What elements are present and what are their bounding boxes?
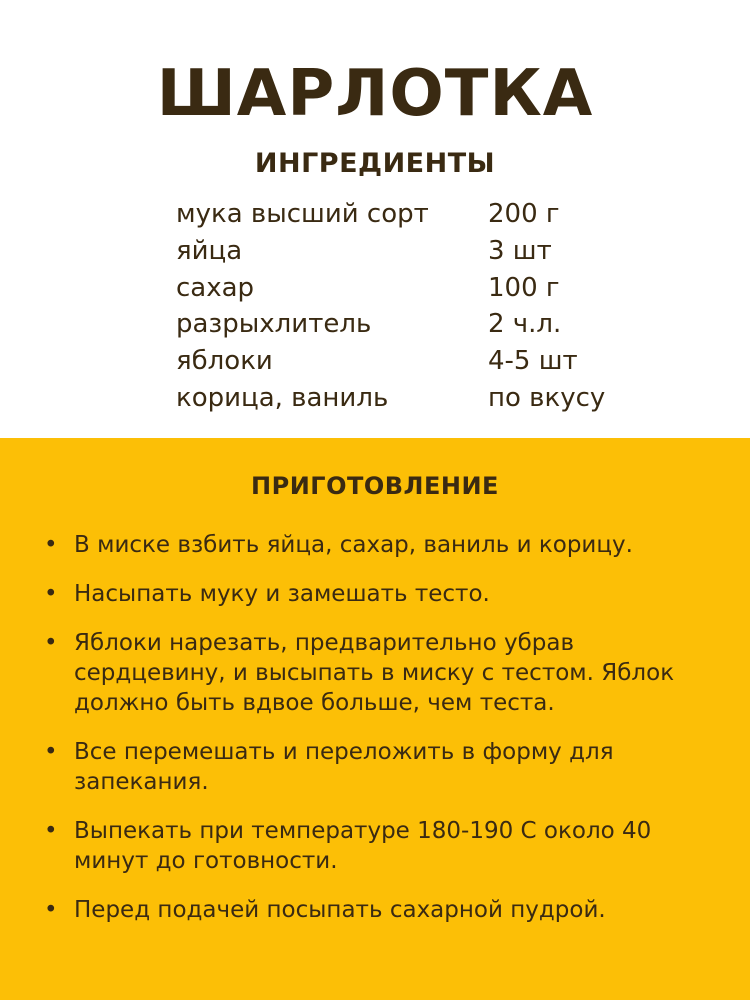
recipe-title: ШАРЛОТКА <box>156 57 594 131</box>
step-text: Все перемешать и переложить в форму для запекания. <box>74 739 614 795</box>
bullet-icon: • <box>44 897 58 923</box>
preparation-steps <box>42 530 732 944</box>
ingredient-quantity: 3 шт <box>488 235 552 266</box>
ingredient-quantity: 4-5 шт <box>488 346 578 377</box>
bullet-icon: • <box>44 739 58 765</box>
ingredient-quantity: 200 г <box>488 199 560 229</box>
step-text: Выпекать при температуре 180-190 С около 40 минут до готовности. <box>74 818 652 874</box>
preparation-step <box>42 816 732 876</box>
preparation-step <box>42 895 732 925</box>
bullet-icon: • <box>44 532 58 558</box>
ingredient-row <box>176 196 656 233</box>
ingredient-name: мука высший сорт <box>176 199 429 229</box>
ingredients-list <box>176 196 656 417</box>
ingredient-row <box>176 343 656 380</box>
preparation-section <box>0 438 750 1000</box>
step-text: В миске взбить яйца, сахар, ваниль и корицу. <box>74 532 633 558</box>
bullet-icon: • <box>44 630 58 656</box>
ingredient-name: корица, ваниль <box>176 382 389 413</box>
ingredient-quantity: 100 г <box>488 272 560 303</box>
bullet-icon: • <box>44 581 58 607</box>
preparation-step <box>42 579 732 609</box>
step-text: Перед подачей посыпать сахарной пудрой. <box>74 897 606 923</box>
preparation-heading: ПРИГОТОВЛЕНИЕ <box>251 472 499 500</box>
step-text: Яблоки нарезать, предварительно убрав сердцевину, и высыпать в миску с тестом. Яблок должно быть вдвое больше, чем теста. <box>74 630 675 716</box>
ingredient-name: яйца <box>176 235 243 266</box>
ingredient-name: яблоки <box>176 346 273 377</box>
ingredient-quantity: 2 ч.л. <box>488 309 562 340</box>
ingredient-row <box>176 306 656 343</box>
preparation-step <box>42 628 732 718</box>
step-text: Насыпать муку и замешать тесто. <box>74 581 490 607</box>
bullet-icon: • <box>44 818 58 844</box>
ingredient-quantity: по вкусу <box>488 382 606 413</box>
preparation-step <box>42 737 732 797</box>
ingredient-name: сахар <box>176 272 255 303</box>
preparation-step <box>42 530 732 560</box>
ingredient-row <box>176 233 656 270</box>
ingredient-name: разрыхлитель <box>176 309 372 340</box>
ingredients-section <box>0 0 750 438</box>
ingredients-heading: ИНГРЕДИЕНТЫ <box>254 148 496 179</box>
ingredient-row <box>176 380 656 417</box>
ingredient-row <box>176 270 656 307</box>
